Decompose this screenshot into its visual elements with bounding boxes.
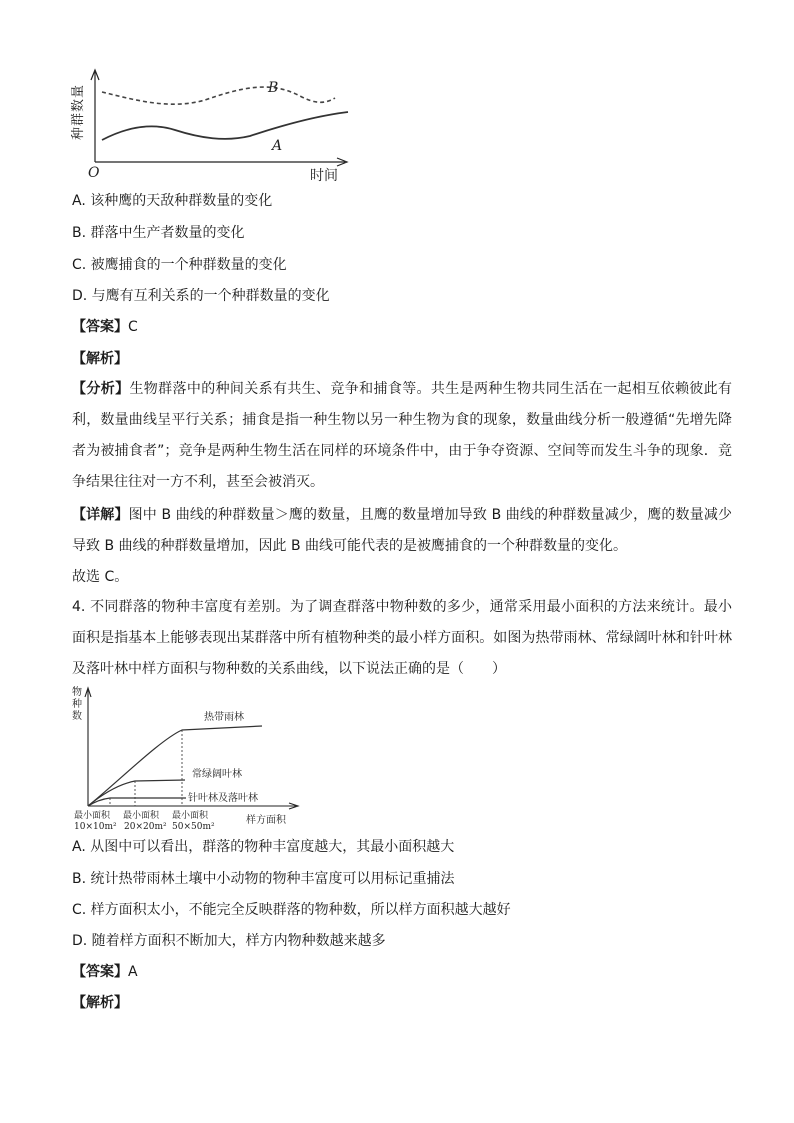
fig2-tick-title-1: 最小面积 — [74, 811, 111, 821]
q3-analysis-paragraph — [72, 374, 732, 498]
q4-answer — [72, 963, 138, 981]
curve-a-solid — [102, 112, 348, 140]
q4-stem: 4. 不同群落的物种丰富度有差别。为了调查群落中物种数的多少，通常采用最小面积的方法来统计。最小面积是指基本上能够表现出某群落中所有植物种类的最小样方面积。如图为热带雨林、常绿阔叶林和针叶林及落叶林中样方面积与物种数的关系曲线，以下说法正确的是（ ） — [72, 599, 732, 677]
fig2-series-label-2: 常绿阔叶林 — [192, 769, 242, 780]
fig2-tick-value-1: 10×10m² — [74, 822, 117, 832]
q3-xiangjie-tag: 【详解】 — [72, 507, 129, 523]
curve-evergreen-broadleaf — [88, 780, 185, 806]
q3-conclusion: 故选 C。 — [72, 569, 129, 585]
q3-answer-tag: 【答案】 — [72, 319, 128, 335]
fig1-curve-b-label: B — [268, 80, 279, 96]
fig2-series-label-1: 热带雨林 — [204, 712, 244, 723]
q4-answer-value: A — [128, 964, 138, 980]
q4-option-a: A. 从图中可以看出，群落的物种丰富度越大，其最小面积越大 — [72, 839, 455, 855]
q3-option-a: A. 该种鹰的天敌种群数量的变化 — [72, 193, 273, 209]
q4-analysis-heading: 【解析】 — [72, 995, 128, 1011]
q3-answer-value: C — [128, 319, 138, 335]
fig2-y-arrow — [85, 688, 91, 697]
curve-tropical-rainforest — [88, 726, 262, 806]
fig2-tick-title-3: 最小面积 — [172, 811, 209, 821]
curve-coniferous-deciduous — [88, 798, 186, 806]
fig2-tick-value-2: 20×20m² — [124, 822, 167, 832]
fig2-y-label-3: 数 — [72, 711, 82, 722]
fig2-tick-title-2: 最小面积 — [123, 811, 160, 821]
q4-answer-tag: 【答案】 — [72, 964, 128, 980]
q3-answer — [72, 318, 138, 336]
q3-option-b: B. 群落中生产者数量的变化 — [72, 225, 245, 241]
fig2-y-label-2: 种 — [72, 699, 82, 710]
fig1-origin-label: O — [88, 165, 100, 181]
fig2-x-arrow — [289, 803, 298, 809]
fig1-curve-a-label: A — [272, 138, 283, 154]
q4-option-b: B. 统计热带雨林土壤中小动物的物种丰富度可以用标记重捕法 — [72, 871, 455, 887]
fig1-x-arrow — [337, 158, 347, 166]
curve-b-dashed — [102, 87, 335, 104]
q3-analysis-heading: 【解析】 — [72, 351, 128, 367]
fig2-x-label: 样方面积 — [246, 815, 286, 826]
q3-option-c: C. 被鹰捕食的一个种群数量的变化 — [72, 257, 287, 273]
fig2-tick-value-3: 50×50m² — [172, 822, 215, 832]
fig1-y-label: 种群数量 — [71, 83, 86, 140]
q3-detail-paragraph — [72, 500, 732, 562]
q3-fenxi-tag: 【分析】 — [72, 381, 130, 397]
q3-option-d: D. 与鹰有互利关系的一个种群数量的变化 — [72, 288, 330, 304]
q4-option-c: C. 样方面积太小，不能完全反映群落的物种数，所以样方面积越大越好 — [72, 902, 511, 918]
fig1-y-arrow — [91, 70, 99, 80]
q3-xiangjie-text: 图中 B 曲线的种群数量＞鹰的数量，且鹰的数量增加导致 B 曲线的种群数量减少，鹰的数量减少导致 B 曲线的种群数量增加，因此 B 曲线可能代表的是被鹰捕食的一个种群数量的变化。 — [72, 507, 733, 554]
q4-option-d: D. 随着样方面积不断加大，样方内物种数越来越多 — [72, 933, 386, 949]
fig1-x-label: 时间 — [310, 168, 338, 184]
fig2-series-label-3: 针叶林及落叶林 — [188, 793, 258, 804]
q3-fenxi-text: 生物群落中的种间关系有共生、竞争和捕食等。共生是两种生物共同生活在一起相互依赖彼此有利，数量曲线呈平行关系；捕食是指一种生物以另一种生物为食的现象，数量曲线分析一般遵循“先增先降者为被捕食者”；竞争是两种生物生活在同样的环境条件中，由于争夺资源、空间等而发生斗争的现象．竞争结果往往对一方不利，甚至会被消灭。 — [72, 381, 733, 490]
fig2-y-label-1: 物 — [72, 687, 82, 698]
